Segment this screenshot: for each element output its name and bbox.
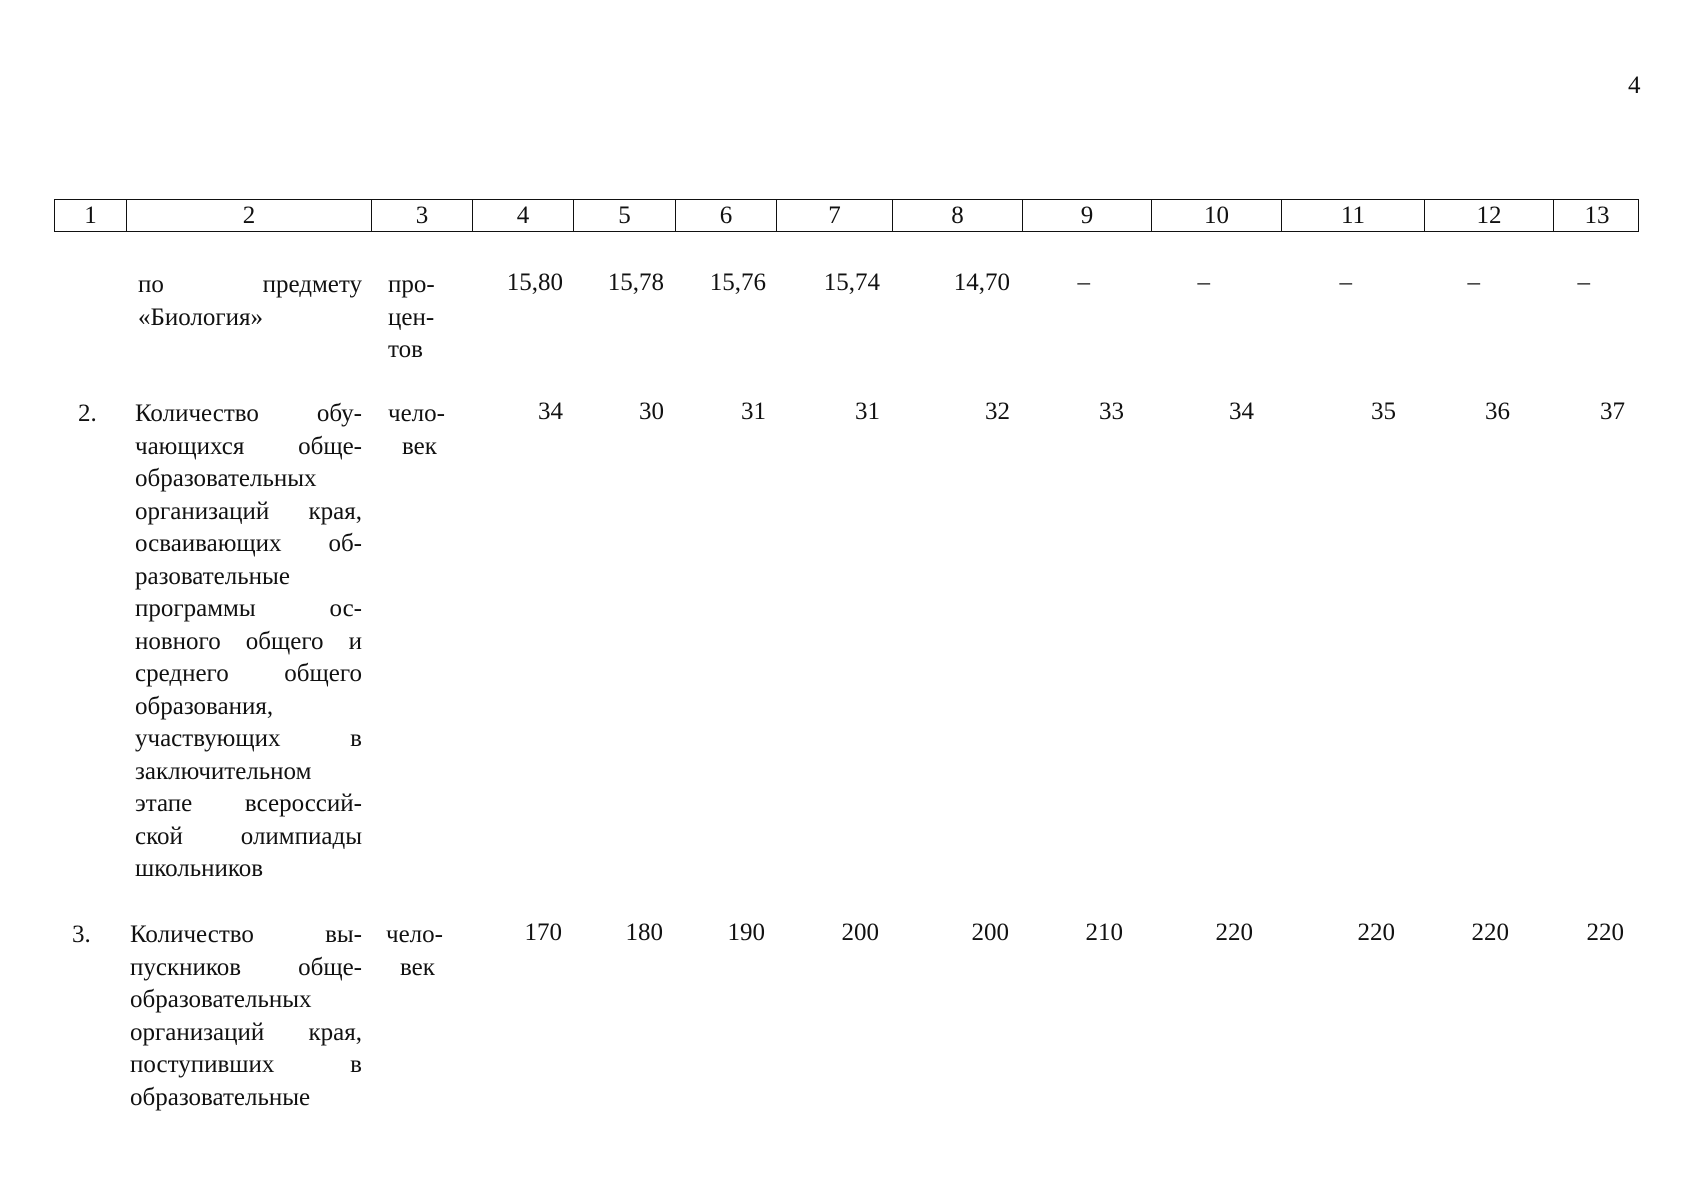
description-line: этапе всероссий-	[135, 790, 362, 817]
description-line: Количество вы-	[130, 921, 362, 948]
row-description	[135, 398, 362, 886]
row-value: 34	[538, 398, 563, 425]
description-line: поступивших в	[130, 1051, 362, 1078]
description-line: программы ос-	[135, 595, 362, 622]
row-value: 15,76	[709, 269, 766, 296]
row-value: 190	[727, 919, 765, 946]
row-value: 32	[985, 398, 1010, 425]
row-value: 31	[855, 398, 880, 425]
header-cell: 12	[1425, 200, 1554, 231]
header-cell: 7	[777, 200, 893, 231]
unit-line: век	[402, 432, 437, 460]
row-value: 200	[841, 919, 879, 946]
row-value: 170	[524, 919, 562, 946]
unit-line: чело-	[386, 921, 443, 948]
unit-line: про-	[388, 271, 435, 298]
description-line: организаций края,	[130, 1018, 362, 1046]
unit-line: век	[400, 953, 435, 981]
row-value: 34	[1229, 398, 1254, 425]
description-line: образовательных	[135, 465, 317, 492]
row-value: –	[1467, 269, 1480, 296]
row-description	[138, 269, 362, 334]
description-line: по предмету	[138, 271, 362, 298]
description-line: школьников	[135, 855, 264, 882]
row-unit	[388, 398, 468, 463]
description-line: организаций края,	[135, 497, 362, 525]
row-value: 15,80	[506, 269, 563, 296]
row-value: 220	[1586, 919, 1624, 946]
row-value: 35	[1371, 398, 1396, 425]
row-value: –	[1077, 269, 1090, 296]
row-description	[130, 919, 362, 1114]
page-number: 4	[1628, 72, 1641, 99]
row-unit	[388, 269, 468, 367]
description-line: заключительном	[135, 757, 312, 785]
header-cell: 6	[676, 200, 777, 231]
row-value: –	[1339, 269, 1352, 296]
row-value: 37	[1600, 398, 1625, 425]
header-cell: 5	[574, 200, 676, 231]
header-cell: 11	[1282, 200, 1425, 231]
row-value: 220	[1471, 919, 1509, 946]
header-cell: 9	[1023, 200, 1152, 231]
row-value: 15,78	[607, 269, 664, 296]
description-line: «Биология»	[138, 303, 264, 331]
description-line: образовательных	[130, 986, 312, 1013]
description-line: участвующих в	[135, 725, 362, 752]
description-line: разовательные	[135, 562, 290, 590]
description-line: среднего общего	[135, 660, 362, 687]
row-value: –	[1197, 269, 1210, 296]
row-value: 220	[1357, 919, 1395, 946]
row-number: 2.	[78, 400, 97, 427]
row-number: 3.	[72, 921, 91, 948]
header-cell: 3	[372, 200, 473, 231]
description-line: Количество обу-	[135, 400, 362, 427]
description-line: пускников обще-	[130, 953, 362, 981]
row-value: 30	[639, 398, 664, 425]
header-cell: 10	[1152, 200, 1282, 231]
table-header-row	[54, 199, 1639, 232]
header-cell: 8	[893, 200, 1023, 231]
row-value: 31	[741, 398, 766, 425]
description-line: осваивающих об-	[135, 530, 362, 557]
header-cell: 2	[127, 200, 372, 231]
row-value: 210	[1085, 919, 1123, 946]
unit-line: тов	[388, 336, 423, 363]
header-cell: 13	[1584, 201, 1610, 229]
header-cell: 1	[55, 200, 127, 231]
row-value: 180	[625, 919, 663, 946]
unit-line: чело-	[388, 400, 445, 427]
row-value: 33	[1099, 398, 1124, 425]
row-value: 14,70	[953, 269, 1010, 296]
row-value: 36	[1485, 398, 1510, 425]
description-line: чающихся обще-	[135, 432, 362, 460]
unit-line: цен-	[388, 303, 435, 331]
row-value: –	[1577, 269, 1590, 296]
description-line: образования,	[135, 692, 274, 720]
description-line: новного общего и	[135, 627, 362, 655]
row-value: 15,74	[823, 269, 880, 296]
row-value: 200	[971, 919, 1009, 946]
header-cell: 4	[473, 200, 574, 231]
row-unit	[386, 919, 466, 984]
description-line: образовательные	[130, 1083, 311, 1111]
description-line: ской олимпиады	[135, 822, 362, 850]
row-value: 220	[1215, 919, 1253, 946]
